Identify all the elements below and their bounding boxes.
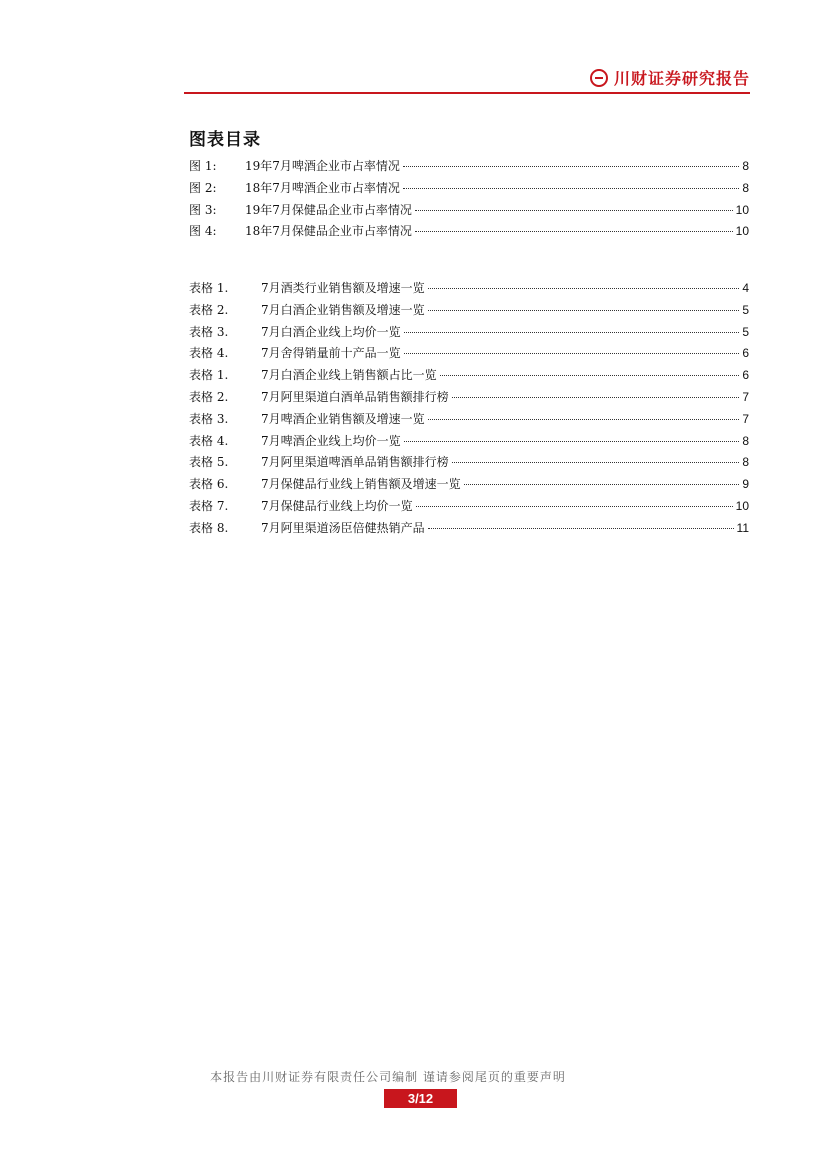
figures-toc (189, 157, 749, 244)
toc-entry[interactable] (189, 323, 749, 345)
toc-entry-label: 表格 3. (189, 411, 229, 426)
toc-entry-title: 7月白酒企业线上均价一览 (261, 324, 401, 339)
toc-entry[interactable] (189, 301, 749, 323)
toc-entry-page: 10 (735, 224, 749, 239)
toc-entry-page: 10 (735, 202, 749, 217)
toc-entry-page: 8 (742, 180, 749, 195)
toc-entry[interactable] (189, 519, 749, 541)
dot-leader (428, 419, 740, 420)
toc-entry-label: 图 3: (189, 202, 217, 217)
dot-leader (403, 166, 739, 167)
toc-entry-label: 图 2: (189, 180, 217, 195)
dot-leader (404, 353, 740, 354)
toc-entry-label: 表格 6. (189, 477, 229, 492)
toc-entry-page: 5 (742, 302, 749, 317)
toc-entry-title: 7月保健品行业线上均价一览 (261, 498, 413, 513)
toc-entry-page: 10 (735, 498, 749, 513)
page-number: 3/12 (384, 1089, 457, 1108)
toc-entry[interactable] (189, 366, 749, 388)
dot-leader (404, 332, 740, 333)
toc-entry-label: 表格 3. (189, 324, 229, 339)
toc-entry-label: 图 1: (189, 159, 217, 173)
toc-entry-title: 7月白酒企业销售额及增速一览 (261, 302, 425, 317)
dot-leader (452, 462, 740, 463)
toc-entry-title: 7月阿里渠道白酒单品销售额排行榜 (261, 389, 449, 404)
toc-entry-page: 7 (742, 389, 749, 404)
toc-entry[interactable] (189, 157, 749, 179)
toc-entry[interactable] (189, 453, 749, 475)
toc-entry-label: 表格 4. (189, 433, 229, 448)
toc-entry-title: 7月啤酒企业销售额及增速一览 (261, 411, 425, 426)
dot-leader (404, 441, 740, 442)
toc-entry-page: 11 (736, 520, 749, 535)
dot-leader (440, 375, 740, 376)
toc-entry-label: 表格 4. (189, 346, 229, 361)
page-header (184, 62, 750, 94)
toc-entry-title: 7月酒类行业销售额及增速一览 (261, 281, 425, 295)
dot-leader (428, 288, 740, 289)
toc-entry[interactable] (189, 179, 749, 201)
toc-entry-label: 表格 2. (189, 302, 229, 317)
toc-entry-page: 9 (742, 477, 749, 492)
toc-entry[interactable] (189, 410, 749, 432)
dot-leader (428, 310, 740, 311)
toc-entry-label: 表格 7. (189, 498, 229, 513)
dot-leader (464, 484, 740, 485)
brand-logo-icon (590, 69, 608, 87)
dot-leader (452, 397, 740, 398)
toc-entry-title: 19年7月啤酒企业市占率情况 (245, 159, 400, 173)
footer-disclaimer: 本报告由川财证券有限责任公司编制 谨请参阅尾页的重要声明 (210, 1070, 566, 1084)
toc-entry-title: 7月阿里渠道汤臣倍健热销产品 (261, 520, 425, 535)
toc-entry-page: 7 (742, 411, 749, 426)
toc-entry[interactable] (189, 344, 749, 366)
toc-entry-page: 5 (742, 324, 749, 339)
toc-entry-page: 8 (742, 433, 749, 448)
dot-leader (416, 506, 733, 507)
toc-entry-title: 7月阿里渠道啤酒单品销售额排行榜 (261, 455, 449, 470)
toc-entry-title: 18年7月保健品企业市占率情况 (245, 224, 412, 239)
toc-entry-page: 8 (742, 455, 749, 470)
tables-toc (189, 279, 749, 541)
toc-entry-title: 19年7月保健品企业市占率情况 (245, 202, 412, 217)
toc-entry-page: 6 (742, 368, 749, 383)
toc-entry[interactable] (189, 388, 749, 410)
brand-name: 川财证券研究报告 (613, 69, 750, 88)
toc-entry-label: 表格 8. (189, 520, 229, 535)
toc-entry[interactable] (189, 201, 749, 223)
toc-entry-title: 7月啤酒企业线上均价一览 (261, 433, 401, 448)
dot-leader (415, 231, 733, 232)
toc-entry[interactable] (189, 497, 749, 519)
toc-title: 图表目录 (189, 130, 261, 150)
toc-entry[interactable] (189, 222, 749, 244)
brand (590, 66, 750, 89)
toc-entry-label: 表格 1. (189, 281, 229, 295)
dot-leader (428, 528, 734, 529)
toc-entry[interactable] (189, 279, 749, 301)
toc-entry-page: 8 (742, 159, 749, 173)
dot-leader (403, 188, 739, 189)
toc-entry-title: 7月舍得销量前十产品一览 (261, 346, 401, 361)
toc-entry[interactable] (189, 432, 749, 454)
toc-entry-page: 6 (742, 346, 749, 361)
toc-entry-label: 表格 2. (189, 389, 229, 404)
toc-entry-label: 表格 1. (189, 368, 229, 383)
toc-entry[interactable] (189, 475, 749, 497)
toc-entry-label: 表格 5. (189, 455, 229, 470)
toc-entry-title: 7月白酒企业线上销售额占比一览 (261, 368, 437, 383)
dot-leader (415, 210, 733, 211)
header-rule (184, 92, 750, 94)
toc-entry-label: 图 4: (189, 224, 217, 239)
toc-entry-page: 4 (742, 281, 749, 295)
toc-entry-title: 7月保健品行业线上销售额及增速一览 (261, 477, 461, 492)
toc-entry-title: 18年7月啤酒企业市占率情况 (245, 180, 400, 195)
